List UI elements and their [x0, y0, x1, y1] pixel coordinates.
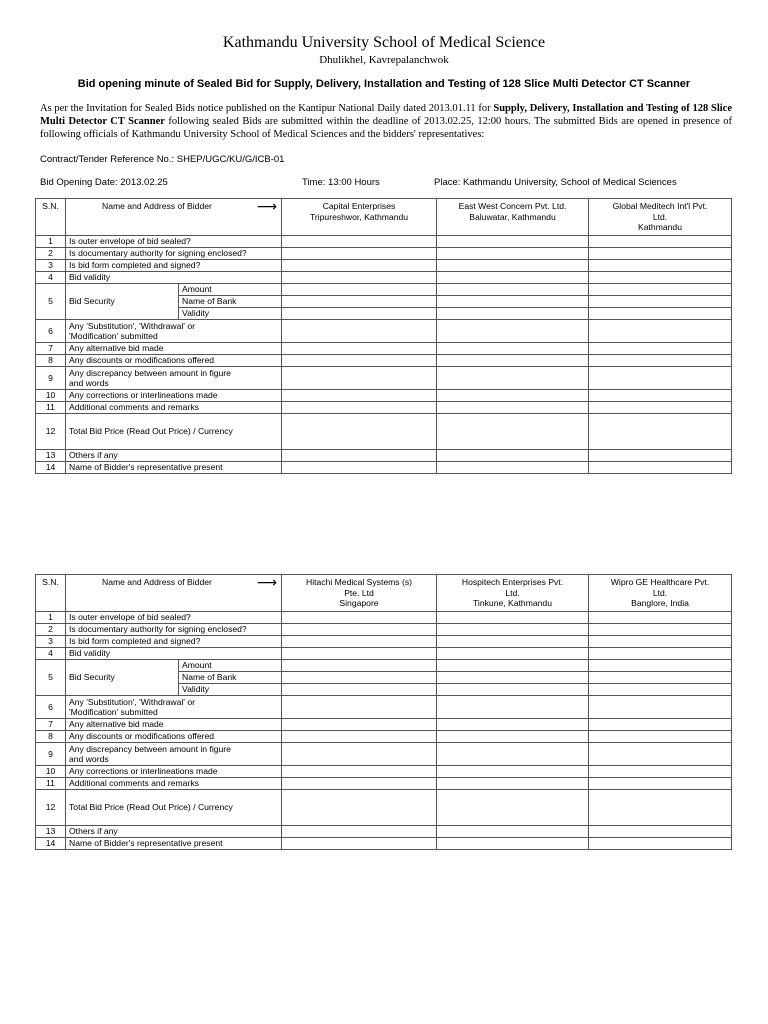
bid-cell[interactable]: [589, 308, 732, 320]
bid-cell[interactable]: [437, 272, 589, 284]
intro-paragraph: [40, 102, 732, 141]
bid-cell[interactable]: [282, 402, 437, 414]
bid-cell[interactable]: [437, 719, 589, 731]
row-label: Any discounts or modifications offered: [66, 355, 282, 367]
row-number: 2: [36, 624, 66, 636]
bid-cell[interactable]: [589, 260, 732, 272]
row-label: Bid Security: [66, 660, 179, 696]
row-label: Any corrections or interlineations made: [66, 390, 282, 402]
bid-cell[interactable]: [589, 790, 732, 826]
row-label: Total Bid Price (Read Out Price) / Currency: [66, 414, 282, 450]
bid-cell[interactable]: [589, 766, 732, 778]
row-number: 12: [36, 790, 66, 826]
bid-cell[interactable]: [282, 296, 437, 308]
bid-cell[interactable]: [589, 778, 732, 790]
row-label: Additional comments and remarks: [66, 402, 282, 414]
bid-cell[interactable]: [282, 778, 437, 790]
bid-cell[interactable]: [282, 320, 437, 343]
row-sublabel: Name of Bank: [179, 672, 282, 684]
table-header-row: [36, 199, 732, 236]
bid-cell[interactable]: [437, 684, 589, 696]
bid-cell[interactable]: [282, 684, 437, 696]
row-number: 11: [36, 402, 66, 414]
bid-cell[interactable]: [437, 308, 589, 320]
bid-cell[interactable]: [437, 612, 589, 624]
bid-cell[interactable]: [282, 390, 437, 402]
bid-cell[interactable]: [437, 462, 589, 474]
bid-cell[interactable]: [437, 402, 589, 414]
bid-cell[interactable]: [589, 414, 732, 450]
bid-cell[interactable]: [437, 367, 589, 390]
row-label: Bid validity: [66, 272, 282, 284]
row-label: Total Bid Price (Read Out Price) / Currency: [66, 790, 282, 826]
row-label: Is documentary authority for signing enclosed?: [66, 624, 282, 636]
bid-cell[interactable]: [437, 826, 589, 838]
table-row: [36, 260, 732, 272]
row-label: Others if any: [66, 450, 282, 462]
bid-cell[interactable]: [589, 684, 732, 696]
bid-cell[interactable]: [437, 838, 589, 850]
table-row: [36, 236, 732, 248]
bid-cell[interactable]: [282, 284, 437, 296]
bid-cell[interactable]: [437, 660, 589, 672]
right-arrow-icon: ⟶: [256, 574, 277, 590]
bid-cell[interactable]: [437, 236, 589, 248]
table-row: [36, 462, 732, 474]
table-row: [36, 390, 732, 402]
bid-cell[interactable]: [282, 731, 437, 743]
row-number: 3: [36, 636, 66, 648]
row-label: Is outer envelope of bid sealed?: [66, 612, 282, 624]
bid-cell[interactable]: [589, 660, 732, 672]
row-number: 11: [36, 778, 66, 790]
row-sublabel: Validity: [179, 308, 282, 320]
table-row: [36, 636, 732, 648]
bid-cell[interactable]: [589, 696, 732, 719]
table-row: [36, 790, 732, 826]
row-label: Any discrepancy between amount in figure and words: [66, 367, 282, 390]
institution-title: Kathmandu University School of Medical Science: [222, 34, 546, 51]
opening-time: Time: 13:00 Hours: [302, 177, 380, 188]
row-label: Others if any: [66, 826, 282, 838]
row-label: Bid validity: [66, 648, 282, 660]
bidder-2-header: East West Concern Pvt. Ltd. Baluwatar, Kathmandu: [437, 199, 589, 236]
row-label: Additional comments and remarks: [66, 778, 282, 790]
table-row: [36, 766, 732, 778]
row-number: 14: [36, 838, 66, 850]
sn-header: S.N.: [36, 199, 66, 236]
row-number: 13: [36, 450, 66, 462]
row-number: 6: [36, 696, 66, 719]
table-row: [36, 367, 732, 390]
table-row: [36, 648, 732, 660]
sn-header: S.N.: [36, 575, 66, 612]
institution-address: Dhulikhel, Kavrepalanchwok: [319, 54, 449, 66]
bid-cell[interactable]: [589, 367, 732, 390]
bid-cell[interactable]: [282, 367, 437, 390]
row-number: 1: [36, 612, 66, 624]
table-row: [36, 778, 732, 790]
table-row: [36, 402, 732, 414]
row-label: Is bid form completed and signed?: [66, 636, 282, 648]
bid-cell[interactable]: [282, 343, 437, 355]
table-row: [36, 414, 732, 450]
bid-cell[interactable]: [437, 355, 589, 367]
opening-date: Bid Opening Date: 2013.02.25: [40, 177, 168, 188]
row-number: 1: [36, 236, 66, 248]
bid-cell[interactable]: [589, 731, 732, 743]
bid-cell[interactable]: [282, 636, 437, 648]
bid-cell[interactable]: [282, 612, 437, 624]
table-row: [36, 696, 732, 719]
row-label: Is bid form completed and signed?: [66, 260, 282, 272]
bid-cell[interactable]: [437, 672, 589, 684]
bid-cell[interactable]: [282, 719, 437, 731]
row-number: 8: [36, 731, 66, 743]
row-label: Bid Security: [66, 284, 179, 320]
row-number: 10: [36, 390, 66, 402]
table-row: [36, 284, 732, 296]
bid-cell[interactable]: [282, 672, 437, 684]
bid-cell[interactable]: [589, 390, 732, 402]
row-label: Name of Bidder's representative present: [66, 838, 282, 850]
table-row: [36, 450, 732, 462]
bid-cell[interactable]: [437, 766, 589, 778]
intro-text-start: As per the Invitation for Sealed Bids notice published on the Kantipur National Daily dated 2013.01.11 for: [40, 103, 494, 114]
bid-cell[interactable]: [589, 355, 732, 367]
row-label: Any discounts or modifications offered: [66, 731, 282, 743]
right-arrow-icon: ⟶: [256, 198, 277, 214]
row-number: 8: [36, 355, 66, 367]
table-row: [36, 343, 732, 355]
bid-table-1: [35, 198, 732, 474]
bid-cell[interactable]: [589, 648, 732, 660]
bid-cell[interactable]: [282, 450, 437, 462]
row-number: 5: [36, 660, 66, 696]
bid-cell[interactable]: [282, 648, 437, 660]
bid-cell[interactable]: [589, 719, 732, 731]
row-number: 7: [36, 343, 66, 355]
bid-cell[interactable]: [437, 320, 589, 343]
bidder-1-header: Capital Enterprises Tripureshwor, Kathmandu: [282, 199, 437, 236]
document-heading: Bid opening minute of Sealed Bid for Supply, Delivery, Installation and Testing of 128 Slice Multi Detector CT Scanner: [77, 78, 691, 90]
bid-cell[interactable]: [282, 696, 437, 719]
bid-cell[interactable]: [437, 260, 589, 272]
bid-table-2: [35, 574, 732, 850]
bidder-6-header: Wipro GE Healthcare Pvt. Ltd. Banglore, India: [589, 575, 732, 612]
table-row: [36, 719, 732, 731]
row-number: 6: [36, 320, 66, 343]
tender-reference: Contract/Tender Reference No.: SHEP/UGC/KU/G/ICB-01: [40, 154, 285, 165]
bidder-name-header-label: Name and Address of Bidder: [102, 577, 212, 587]
bid-cell[interactable]: [437, 790, 589, 826]
bid-cell[interactable]: [589, 402, 732, 414]
bid-cell[interactable]: [437, 624, 589, 636]
row-label: Any corrections or interlineations made: [66, 766, 282, 778]
table-row: [36, 731, 732, 743]
bid-cell[interactable]: [282, 660, 437, 672]
bidder-name-header: [66, 575, 282, 612]
bid-cell[interactable]: [437, 343, 589, 355]
row-label: Any alternative bid made: [66, 343, 282, 355]
bid-cell[interactable]: [437, 731, 589, 743]
table-row: [36, 248, 732, 260]
bid-cell[interactable]: [589, 320, 732, 343]
bid-cell[interactable]: [589, 624, 732, 636]
row-label: Is outer envelope of bid sealed?: [66, 236, 282, 248]
table-row: [36, 624, 732, 636]
bid-cell[interactable]: [282, 308, 437, 320]
bid-cell[interactable]: [589, 272, 732, 284]
bid-cell[interactable]: [437, 390, 589, 402]
row-sublabel: Amount: [179, 284, 282, 296]
row-number: 10: [36, 766, 66, 778]
table-row: [36, 826, 732, 838]
row-sublabel: Name of Bank: [179, 296, 282, 308]
table-row: [36, 838, 732, 850]
bid-cell[interactable]: [589, 743, 732, 766]
bid-cell[interactable]: [589, 826, 732, 838]
row-sublabel: Validity: [179, 684, 282, 696]
bidder-3-header: Global Meditech Int'l Pvt. Ltd. Kathmandu: [589, 199, 732, 236]
row-number: 9: [36, 367, 66, 390]
intro-text-end: following sealed Bids are submitted within the deadline of 2013.02.25, 12:00 hours. The submitted Bids are opened in presence of following officials of Kathmandu University School of Medical Sciences and the bidders' representatives:: [40, 116, 732, 140]
bid-cell[interactable]: [282, 826, 437, 838]
row-number: 14: [36, 462, 66, 474]
table-row: [36, 355, 732, 367]
table-row: [36, 272, 732, 284]
bid-cell[interactable]: [589, 236, 732, 248]
table-header-row: [36, 575, 732, 612]
bidder-4-header: Hitachi Medical Systems (s) Pte. Ltd Singapore: [282, 575, 437, 612]
bid-cell[interactable]: [589, 296, 732, 308]
row-label: Any 'Substitution', 'Withdrawal' or 'Modification' submitted: [66, 696, 282, 719]
bid-cell[interactable]: [589, 612, 732, 624]
bid-cell[interactable]: [589, 343, 732, 355]
row-number: 12: [36, 414, 66, 450]
row-label: Is documentary authority for signing enclosed?: [66, 248, 282, 260]
row-label: Name of Bidder's representative present: [66, 462, 282, 474]
bid-cell[interactable]: [589, 248, 732, 260]
bid-cell[interactable]: [282, 272, 437, 284]
bid-cell[interactable]: [282, 624, 437, 636]
bid-cell[interactable]: [282, 838, 437, 850]
bid-cell[interactable]: [282, 248, 437, 260]
row-number: 2: [36, 248, 66, 260]
opening-place: Place: Kathmandu University, School of Medical Sciences: [434, 177, 677, 188]
bid-cell[interactable]: [589, 462, 732, 474]
bid-cell[interactable]: [437, 743, 589, 766]
bid-cell[interactable]: [282, 790, 437, 826]
bid-cell[interactable]: [282, 414, 437, 450]
row-number: 5: [36, 284, 66, 320]
bid-cell[interactable]: [589, 636, 732, 648]
row-label: Any discrepancy between amount in figure and words: [66, 743, 282, 766]
row-sublabel: Amount: [179, 660, 282, 672]
bid-cell[interactable]: [282, 260, 437, 272]
table-row: [36, 660, 732, 672]
bid-cell[interactable]: [437, 248, 589, 260]
bid-cell[interactable]: [589, 284, 732, 296]
bid-cell[interactable]: [282, 743, 437, 766]
bid-cell[interactable]: [589, 838, 732, 850]
bid-cell[interactable]: [437, 648, 589, 660]
bid-cell[interactable]: [282, 766, 437, 778]
bid-cell[interactable]: [437, 778, 589, 790]
bid-cell[interactable]: [282, 462, 437, 474]
row-number: 3: [36, 260, 66, 272]
bid-cell[interactable]: [589, 672, 732, 684]
bid-cell[interactable]: [437, 450, 589, 462]
bid-cell[interactable]: [282, 355, 437, 367]
bid-cell[interactable]: [437, 284, 589, 296]
bid-cell[interactable]: [437, 414, 589, 450]
row-number: 13: [36, 826, 66, 838]
row-number: 4: [36, 648, 66, 660]
row-number: 4: [36, 272, 66, 284]
table-row: [36, 612, 732, 624]
intro-text-bold: Supply, Delivery, Installation and Testing of 128 Slice Multi Detector CT Scanner: [40, 103, 732, 127]
bidder-5-header: Hospitech Enterprises Pvt. Ltd. Tinkune, Kathmandu: [437, 575, 589, 612]
bid-cell[interactable]: [589, 450, 732, 462]
bidder-name-header: [66, 199, 282, 236]
bidder-name-header-label: Name and Address of Bidder: [102, 201, 212, 211]
table-row: [36, 743, 732, 766]
bid-cell[interactable]: [437, 296, 589, 308]
row-number: 9: [36, 743, 66, 766]
row-label: Any 'Substitution', 'Withdrawal' or 'Modification' submitted: [66, 320, 282, 343]
bid-cell[interactable]: [282, 236, 437, 248]
row-label: Any alternative bid made: [66, 719, 282, 731]
bid-cell[interactable]: [437, 636, 589, 648]
row-number: 7: [36, 719, 66, 731]
table-row: [36, 320, 732, 343]
bid-cell[interactable]: [437, 696, 589, 719]
